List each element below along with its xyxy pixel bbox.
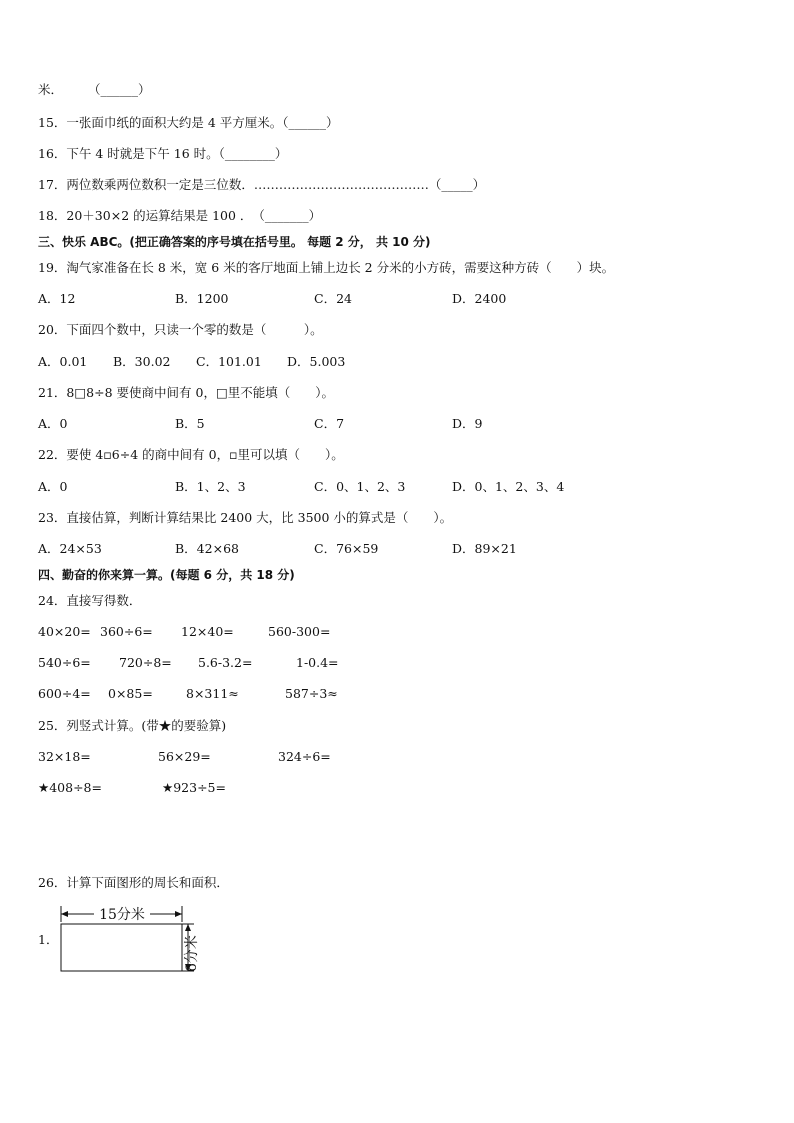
calc24-item: 40×20= (38, 624, 91, 639)
section-4-heading: 四、勤奋的你来算一算。(每题 6 分，共 18 分) (38, 568, 295, 582)
q20-option-d: D．5.003 (287, 354, 346, 369)
q23-option-a: A．24×53 (38, 541, 102, 556)
figure-number: 1． (38, 932, 59, 947)
rectangle-diagram (38, 900, 238, 980)
question-26: 26．计算下面图形的周长和面积． (38, 875, 229, 890)
q20-option-c: C．101.01 (196, 354, 262, 369)
width-label: 6分米 (184, 935, 200, 972)
calc25-item: 32×18= (38, 749, 91, 764)
q23-option-d: D．89×21 (452, 541, 517, 556)
question-23: 23．直接估算，判断计算结果比 2400 大，比 3500 小的算式是（ ）。 (38, 510, 453, 525)
calc24-item: 360÷6= (100, 624, 153, 639)
rectangle-shape (61, 924, 182, 971)
q21-option-b: B．5 (175, 416, 205, 431)
q22-option-c: C．0、1、2、3 (314, 479, 406, 494)
calc25-item: ★923÷5= (162, 780, 226, 795)
length-label: 15分米 (99, 907, 145, 923)
calc24-item: 600÷4= (38, 686, 91, 701)
calc24-item: 587÷3≈ (285, 686, 338, 701)
q23-option-c: C．76×59 (314, 541, 379, 556)
calc24-item: 12×40= (181, 624, 234, 639)
arrow-right-icon (175, 911, 182, 917)
question-16: 16．下午 4 时就是下午 16 时。（________） (38, 146, 288, 161)
q19-option-d: D．2400 (452, 291, 507, 306)
question-22: 22．要使 4▫6÷4 的商中间有 0，▫里可以填（ ）。 (38, 447, 344, 462)
question-15: 15．一张面巾纸的面积大约是 4 平方厘米。（______） (38, 115, 339, 130)
calc25-item: 324÷6= (278, 749, 331, 764)
calc25-item: 56×29= (158, 749, 211, 764)
q19-option-c: C．24 (314, 291, 352, 306)
q19-option-a: A．12 (38, 291, 76, 306)
arrow-up-icon (185, 924, 191, 931)
q22-option-a: A．0 (38, 479, 68, 494)
q21-option-d: D．9 (452, 416, 483, 431)
q20-option-b: B．30.02 (113, 354, 171, 369)
q23-option-b: B．42×68 (175, 541, 239, 556)
q21-option-a: A．0 (38, 416, 68, 431)
rectangle-figure (38, 900, 238, 980)
q19-option-b: B．1200 (175, 291, 229, 306)
calc24-item: 720÷8= (119, 655, 172, 670)
question-21: 21．8□8÷8 要使商中间有 0，□里不能填（ ）。 (38, 385, 335, 400)
section-3-heading: 三、快乐 ABC。(把正确答案的序号填在括号里。 每题 2 分， 共 10 分) (38, 235, 431, 249)
calc24-item: 1-0.4= (296, 655, 339, 670)
calc25-item: ★408÷8= (38, 780, 102, 795)
calc24-item: 560-300= (268, 624, 331, 639)
q22-option-d: D．0、1、2、3、4 (452, 479, 565, 494)
question-25: 25．列竖式计算。(带★的要验算) (38, 718, 227, 733)
calc24-item: 8×311≈ (186, 686, 239, 701)
question-17: 17．两位数乘两位数积一定是三位数．……………………………………（_____） (38, 177, 486, 192)
q20-option-a: A．0.01 (38, 354, 88, 369)
q22-option-b: B．1、2、3 (175, 479, 246, 494)
calc24-item: 540÷6= (38, 655, 91, 670)
question-19: 19．淘气家准备在长 8 米，宽 6 米的客厅地面上铺上边长 2 分米的小方砖，需要这种方砖（ ）块。 (38, 260, 615, 275)
calc24-item: 0×85= (108, 686, 153, 701)
question-24: 24．直接写得数． (38, 593, 142, 608)
calc24-item: 5.6-3.2= (198, 655, 253, 670)
arrow-left-icon (61, 911, 68, 917)
question-18: 18．20＋30×2 的运算结果是 100 ． （_______） (38, 208, 322, 223)
line-continuation: 米． （______） (38, 82, 151, 97)
q21-option-c: C．7 (314, 416, 345, 431)
question-20: 20．下面四个数中，只读一个零的数是（ ）。 (38, 322, 323, 337)
